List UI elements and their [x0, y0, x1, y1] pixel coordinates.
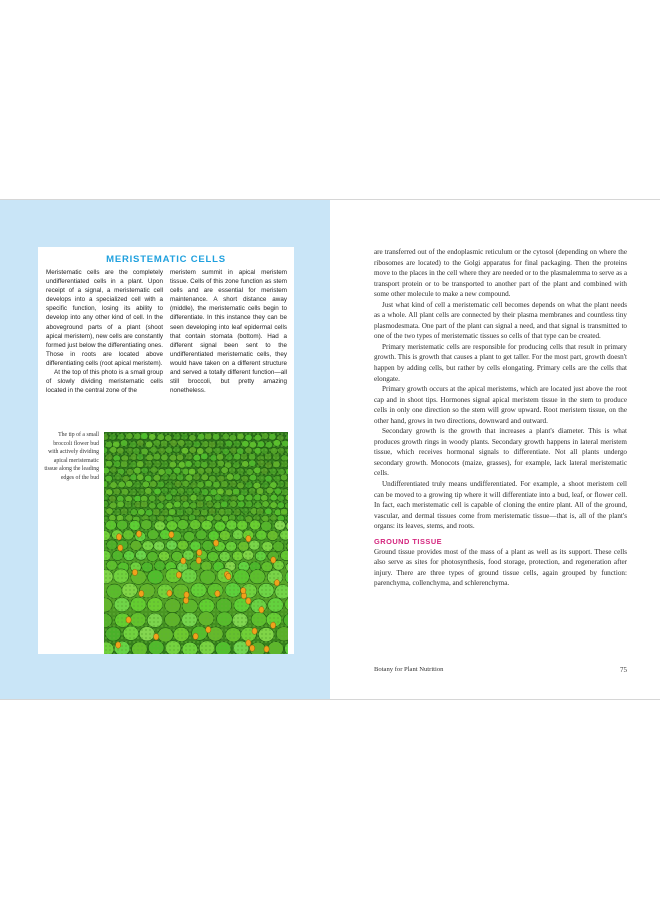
stoma-cell — [252, 628, 257, 634]
stoma-cell — [116, 534, 121, 540]
stoma-cell — [264, 646, 269, 652]
body-paragraph: Primary growth occurs at the apical meristems, which are located just above the root cap and in shoot tips. Hormones signal apical meristem tissue in the stem to produce cells in only one direction so the stem will grow upward. Root meristem tissue, on the other hand, grows in two directions, downward and outward. — [374, 385, 627, 425]
body-paragraph: Secondary growth is the growth that increases a plant's diameter. This is what produces growth rings in woody plants. Secondary growth happens in lateral meristem tissue, which receives hormonal signals to differentiate. Not all plants undergo secondary growth. Monocots (maize, grasses), for example, lack lateral meristematic cells. — [374, 427, 627, 478]
stoma-cell — [215, 590, 220, 596]
stoma-cell — [271, 622, 276, 628]
broccoli-bud-photo — [104, 432, 288, 654]
sidebar-paragraph: At the top of this photo is a small group of slowly dividing meristematic cells located in the central zone of the — [46, 369, 163, 395]
stoma-cell — [213, 540, 218, 546]
stoma-cell — [118, 545, 123, 551]
stoma-cell — [197, 549, 202, 555]
book-spread — [0, 199, 660, 700]
stoma-cell — [274, 580, 279, 586]
stoma-cell — [259, 607, 264, 613]
stoma-cell — [169, 531, 174, 537]
stoma-cell — [184, 592, 189, 598]
section-heading: GROUND TISSUE — [374, 536, 443, 546]
stoma-cell — [246, 598, 251, 604]
stoma-cell — [116, 642, 121, 648]
sidebar-column-2 — [170, 268, 287, 395]
stoma-cell — [167, 590, 172, 596]
stoma-cell — [154, 634, 159, 640]
body-paragraph: Undifferentiated truly means undifferentiated. For example, a shoot meristem cell can be moved to a growing tip where it will differentiate into a bud, leaf, or flower cell. In fact, each meristematic cell is capable of cloning the entire plant. All of the ground, vascular, and dermal tissues come from meristematic tissue—that is, all of the plant's organs: its leaves, stems, and roots. — [374, 480, 627, 531]
body-paragraph: are transferred out of the endoplasmic reticulum or the cytosol (depending on where the ribosomes are located) to the Golgi apparatus for final packaging. Then the proteins move to the places in the cell where they are needed or to the plasmalemma to serve as a transport protein or to be transported to another part of the plant and combined with some other molecule to make a new compound. — [374, 248, 627, 299]
body-paragraph: Primary meristematic cells are responsible for producing cells that result in primary growth. This is growth that causes a plant to get taller. For the most part, growth doesn't happen by adding cells, but rather by cells elongating. Primary cells are the cells that elongate. — [374, 342, 627, 383]
sidebar-box — [38, 247, 294, 654]
sidebar-column-1 — [46, 268, 163, 395]
stoma-cell — [246, 640, 251, 646]
stoma-cell — [132, 569, 137, 575]
page-number: 75 — [620, 666, 627, 674]
stoma-cell — [136, 531, 141, 537]
stoma-cell — [271, 557, 276, 563]
right-page — [330, 200, 660, 699]
stoma-cell — [176, 572, 181, 578]
body-paragraph: Just what kind of cell a meristematic cell becomes depends on what the plant needs as a whole. All plant cells are connected by their plasma membranes and countless tiny plasmodesmata. One part of the plant can signal a need, and that signal is transmitted to one of the two types of meristematic tissues so cells of that type can be created. — [374, 300, 627, 341]
running-footer: Botany for Plant Nutrition — [374, 666, 444, 673]
stoma-cell — [246, 535, 251, 541]
sidebar-paragraph: Meristematic cells are the completely undifferentiated cells in a plant. Upon receipt of a signal, a meristematic cell develops into a specialized cell with a specific function, losing its ability to develop into any other kind of cell. In the aboveground parts of a plant (shoot apical meristem), new cells are constantly formed just below the differentiating ones. Those in roots are located above differentiating cells (root apical meristem). — [46, 269, 163, 367]
stoma-cell — [181, 558, 186, 564]
photo-caption: The tip of a small broccoli flower bud with actively dividing apical meristematic tissue along the leading edges of the bud — [44, 432, 99, 481]
body-text — [374, 247, 627, 589]
stoma-cell — [196, 557, 201, 563]
left-page — [0, 200, 330, 699]
stoma-cell — [226, 573, 231, 579]
stoma-cell — [250, 645, 255, 651]
sidebar-title: MERISTEMATIC CELLS — [106, 254, 226, 265]
stoma-cell — [241, 587, 246, 593]
stoma-cell — [126, 617, 131, 623]
stoma-cell — [139, 590, 144, 596]
body-paragraph: Ground tissue provides most of the mass of a plant as well as its support. These cells also serve as sites for photosynthesis, food storage, protection, and regeneration after injury. There are three types of ground tissue cells, again grouped by function: parenchyma, collenchyma, and schlerenchyma. — [374, 547, 627, 588]
stoma-cell — [206, 626, 211, 632]
sidebar-paragraph: meristem summit in apical meristem tissue. Cells of this zone function as stem cells and are essential for meristem maintenance. A short distance away (middle), the meristematic cells begin to differentiate. In this instance they can be seen developing into leaf epidermal cells that contain stomata (bottom). Had a different signal been sent to the undifferentiated meristematic cells, they would have taken on a different structure and served a totally different function—all still broccoli, but pretty amazing nonetheless. — [170, 269, 287, 395]
stoma-cell — [193, 633, 198, 639]
